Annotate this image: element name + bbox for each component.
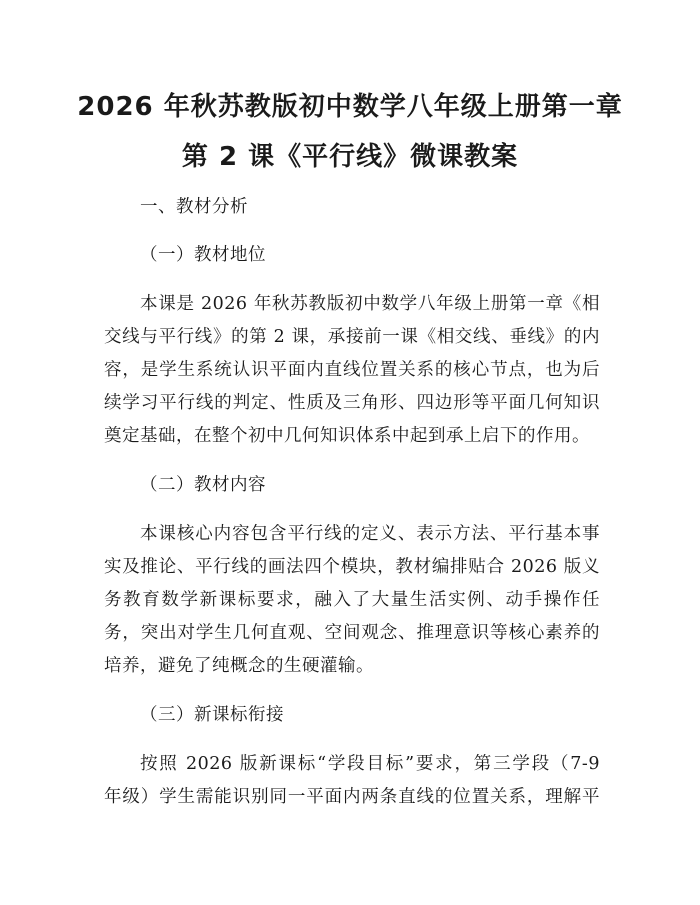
subsection-heading-curriculum-standards: （三）新课标衔接 [140, 705, 284, 725]
paragraph-line: 奠定基础，在整个初中几何知识体系中起到承上启下的作用。 [104, 426, 590, 446]
document-title-line-2: 第 2 课《平行线》微课教案 [181, 142, 519, 172]
paragraph-line: 年级）学生需能识别同一平面内两条直线的位置关系，理解平 [104, 787, 600, 807]
paragraph-line: 实及推论、平行线的画法四个模块，教材编排贴合 2026 版义 [104, 557, 600, 577]
paragraph-line: 按照 2026 版新课标“学段目标”要求，第三学段（7-9 [140, 754, 600, 774]
paragraph-line: 务，突出对学生几何直观、空间观念、推理意识等核心素养的 [104, 623, 600, 643]
paragraph-line: 容，是学生系统认识平面内直线位置关系的核心节点，也为后 [104, 360, 600, 380]
subsection-heading-textbook-position: （一）教材地位 [140, 245, 266, 265]
document-title-line-1: 2026 年秋苏教版初中数学八年级上册第一章 [77, 92, 623, 122]
paragraph-line: 本课核心内容包含平行线的定义、表示方法、平行基本事 [140, 524, 600, 544]
paragraph-line: 交线与平行线》的第 2 课，承接前一课《相交线、垂线》的内 [104, 327, 600, 347]
paragraph-line: 本课是 2026 年秋苏教版初中数学八年级上册第一章《相 [140, 294, 600, 314]
paragraph-line: 务教育数学新课标要求，融入了大量生活实例、动手操作任 [104, 590, 600, 610]
paragraph-line: 培养，避免了纯概念的生硬灌输。 [104, 656, 374, 676]
section-heading-textbook-analysis: 一、教材分析 [140, 197, 248, 217]
subsection-heading-textbook-content: （二）教材内容 [140, 475, 266, 495]
paragraph-line: 续学习平行线的判定、性质及三角形、四边形等平面几何知识 [104, 393, 600, 413]
